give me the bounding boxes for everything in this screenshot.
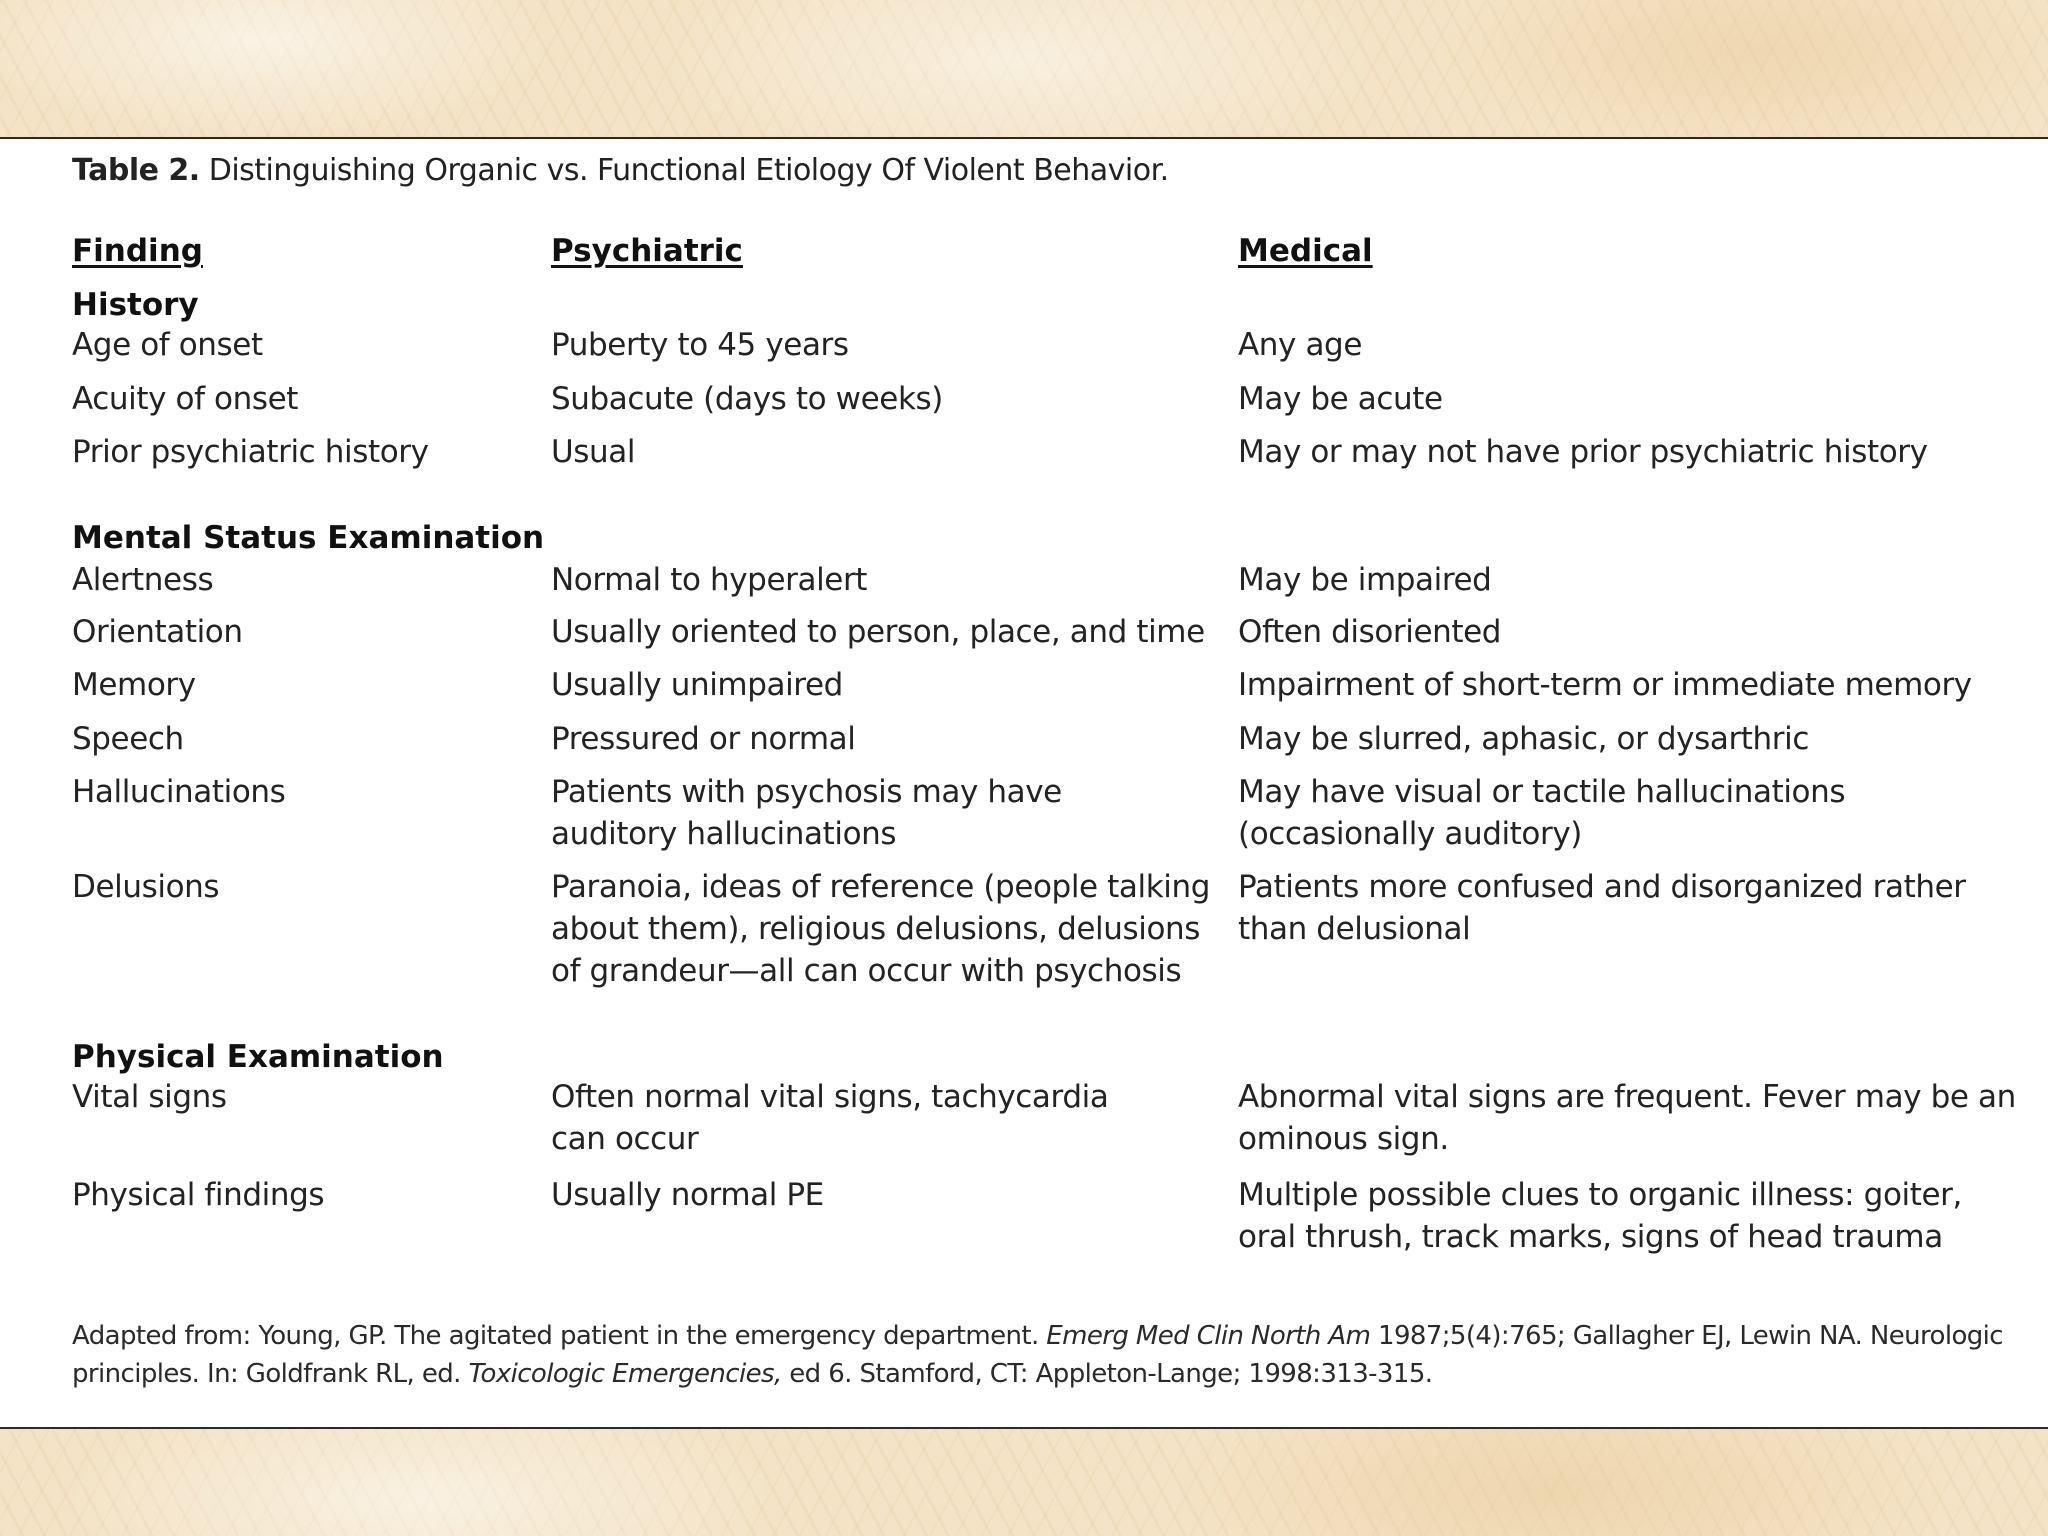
row-finding: Vital signs	[72, 1079, 227, 1115]
column-header-medical: Medical	[1238, 233, 1373, 269]
footnote-text: 1987;5(4):765; Gallagher EJ, Lewin NA. Neurologic principles. In: Goldfrank RL, ed.	[72, 1321, 2004, 1389]
row-medical: Any age	[1238, 327, 1363, 363]
row-medical: Often disoriented	[1238, 614, 1502, 650]
row-finding: Physical findings	[72, 1177, 325, 1213]
row-medical: Multiple possible clues to organic illness: goiter, oral thrush, track marks, signs of head trauma	[1238, 1177, 1962, 1255]
table-source-footnote	[72, 1317, 2022, 1393]
row-psychiatric: Pressured or normal	[551, 721, 856, 757]
table-label: Table 2.	[72, 153, 200, 188]
row-medical: May be acute	[1238, 381, 1443, 417]
row-medical: May have visual or tactile hallucinations (occasionally auditory)	[1238, 774, 1846, 852]
row-finding: Speech	[72, 721, 184, 757]
row-medical: Patients more confused and disorganized rather than delusional	[1238, 869, 1966, 947]
row-finding: Delusions	[72, 869, 220, 905]
section-title-physical-exam: Physical Examination	[72, 1039, 444, 1075]
row-psychiatric: Patients with psychosis may have auditory hallucinations	[551, 774, 1062, 852]
row-medical: May be impaired	[1238, 562, 1492, 598]
row-medical: Impairment of short-term or immediate memory	[1238, 667, 1972, 703]
row-finding: Alertness	[72, 562, 214, 598]
column-header-finding: Finding	[72, 233, 203, 269]
row-psychiatric: Puberty to 45 years	[551, 327, 849, 363]
row-finding: Hallucinations	[72, 774, 286, 810]
row-psychiatric: Paranoia, ideas of reference (people talking about them), religious delusions, delusions of grandeur—all can occur with psychosis	[551, 869, 1211, 989]
row-finding: Acuity of onset	[72, 381, 299, 417]
row-psychiatric: Normal to hyperalert	[551, 562, 868, 598]
footnote-book: Toxicologic Emergencies,	[468, 1359, 782, 1389]
row-psychiatric: Usually normal PE	[551, 1177, 824, 1213]
table-caption-text: Distinguishing Organic vs. Functional Etiology Of Violent Behavior.	[208, 153, 1169, 188]
row-finding: Orientation	[72, 614, 243, 650]
row-medical: May or may not have prior psychiatric history	[1238, 434, 1928, 470]
column-header-psychiatric: Psychiatric	[551, 233, 743, 269]
table-panel	[0, 137, 2048, 1429]
row-psychiatric: Usually unimpaired	[551, 667, 843, 703]
row-psychiatric: Subacute (days to weeks)	[551, 381, 943, 417]
row-psychiatric: Usual	[551, 434, 636, 470]
row-finding: Prior psychiatric history	[72, 434, 429, 470]
row-psychiatric: Often normal vital signs, tachycardia can occur	[551, 1079, 1109, 1157]
section-title-mental-status: Mental Status Examination	[72, 520, 545, 556]
row-finding: Memory	[72, 667, 196, 703]
section-title-history: History	[72, 287, 199, 323]
footnote-text: ed 6. Stamford, CT: Appleton-Lange; 1998:313-315.	[781, 1359, 1433, 1389]
footnote-journal: Emerg Med Clin North Am	[1046, 1321, 1371, 1351]
row-medical: May be slurred, aphasic, or dysarthric	[1238, 721, 1809, 757]
row-medical: Abnormal vital signs are frequent. Fever may be an ominous sign.	[1238, 1079, 2016, 1157]
footnote-text: Adapted from: Young, GP. The agitated patient in the emergency department.	[72, 1321, 1047, 1351]
row-psychiatric: Usually oriented to person, place, and time	[551, 614, 1205, 650]
table-caption	[72, 153, 1169, 188]
row-finding: Age of onset	[72, 327, 263, 363]
